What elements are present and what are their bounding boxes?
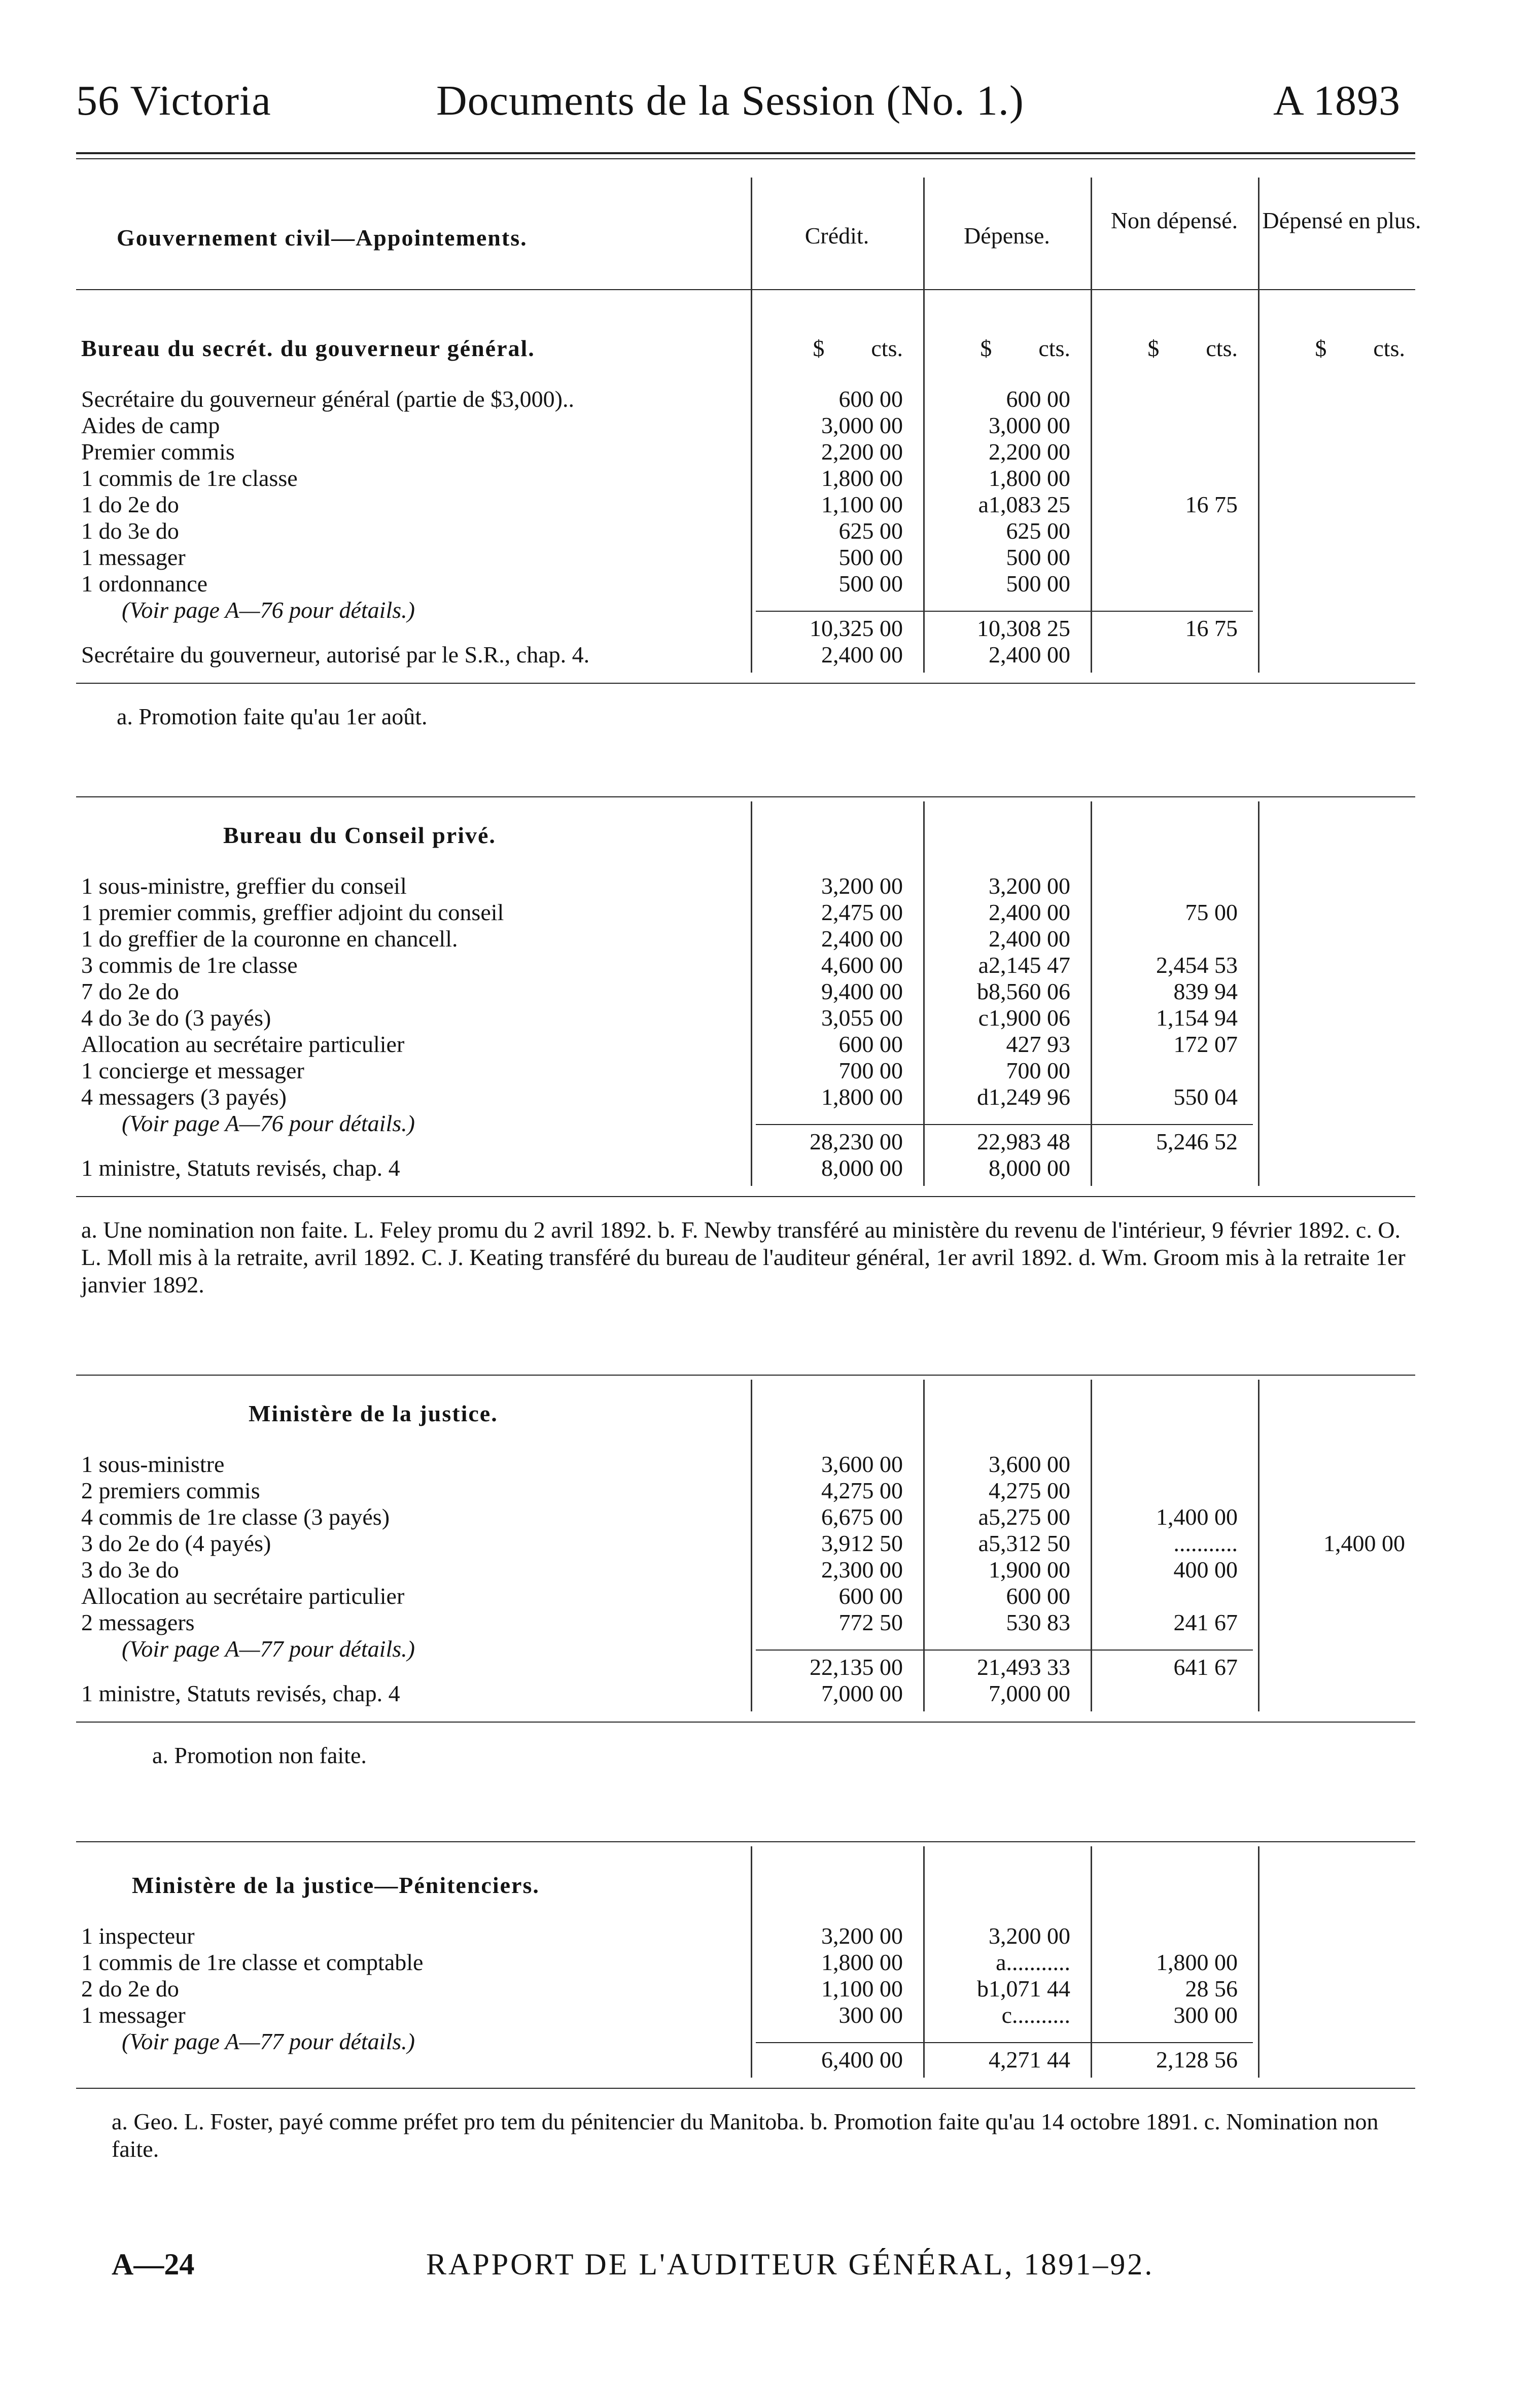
cell-depense: 530 83 — [1006, 1609, 1070, 1635]
units-non — [1091, 335, 1238, 362]
voir-note: (Voir page A—77 pour détails.) — [122, 1636, 415, 1662]
cell-depense: 3,600 00 — [989, 1451, 1070, 1477]
cell-credit: 600 00 — [838, 1031, 903, 1057]
row-label: 3 do 3e do — [81, 1557, 179, 1583]
row-label: 1 do 2e do — [81, 492, 179, 517]
header-rule — [76, 152, 1415, 154]
cell-depense: b8,560 06 — [977, 978, 1070, 1004]
total-credit: 10,325 00 — [810, 615, 903, 641]
extra-credit: 2,400 00 — [821, 642, 903, 668]
cell-non: 1,400 00 — [1156, 1504, 1238, 1530]
units-depense — [923, 335, 1070, 362]
cell-non: 28 56 — [1185, 1976, 1238, 2002]
row-label: 1 concierge et messager — [81, 1058, 304, 1083]
cell-credit: 4,275 00 — [821, 1478, 903, 1503]
column-separator — [1091, 1846, 1092, 2078]
column-separator — [923, 1380, 925, 1711]
cell-credit: 500 00 — [838, 571, 903, 597]
row-label: 1 ordonnance — [81, 571, 208, 597]
cell-depense: 600 00 — [1006, 386, 1070, 412]
column-separator — [1258, 1380, 1259, 1711]
cell-credit: 3,600 00 — [821, 1451, 903, 1477]
cell-depense: 3,000 00 — [989, 412, 1070, 438]
cell-depense: a1,083 25 — [978, 492, 1070, 517]
total-depense: 10,308 25 — [977, 615, 1070, 641]
cell-non: 172 07 — [1173, 1031, 1238, 1057]
cell-credit: 2,200 00 — [821, 439, 903, 465]
row-label: 4 do 3e do (3 payés) — [81, 1005, 271, 1031]
row-label: 1 sous-ministre, greffier du conseil — [81, 873, 407, 899]
row-label: Secrétaire du gouverneur général (partie de $3,000).. — [81, 386, 574, 412]
header-rule-thin — [76, 158, 1415, 159]
total-non: 2,128 56 — [1156, 2047, 1238, 2073]
extra-label: 1 ministre, Statuts revisés, chap. 4 — [81, 1155, 400, 1181]
cell-credit: 1,800 00 — [821, 465, 903, 491]
column-separator — [1091, 801, 1092, 1186]
cell-depense: 1,800 00 — [989, 465, 1070, 491]
row-label: 1 inspecteur — [81, 1923, 195, 1949]
dollar-sign: $ — [1315, 335, 1327, 361]
row-label: 3 do 2e do (4 payés) — [81, 1530, 271, 1556]
row-label: 1 do greffier de la couronne en chancell. — [81, 926, 458, 952]
column-separator — [1258, 801, 1259, 1186]
cell-depense: 2,400 00 — [989, 926, 1070, 952]
row-label: 1 messager — [81, 2002, 186, 2028]
cell-credit: 3,200 00 — [821, 1923, 903, 1949]
total-depense: 22,983 48 — [977, 1129, 1070, 1154]
row-label: 1 commis de 1re classe — [81, 465, 298, 491]
row-label: Allocation au secrétaire particulier — [81, 1583, 405, 1609]
cell-credit: 1,100 00 — [821, 1976, 903, 2002]
cell-non: ........... — [1173, 1530, 1238, 1556]
units-credit — [751, 335, 903, 362]
section-bottom-rule — [76, 683, 1415, 684]
section-note: a. Promotion faite qu'au 1er août. — [117, 704, 428, 729]
voir-note: (Voir page A—77 pour détails.) — [122, 2028, 415, 2054]
voir-note: (Voir page A—76 pour détails.) — [122, 597, 415, 623]
cell-credit: 4,600 00 — [821, 952, 903, 978]
header-left: 56 Victoria — [76, 77, 271, 124]
cell-credit: 700 00 — [838, 1058, 903, 1083]
cell-depense: 625 00 — [1006, 518, 1070, 544]
column-separator — [751, 801, 752, 1186]
column-separator — [751, 178, 752, 673]
extra-label: Secrétaire du gouverneur, autorisé par le S.R., chap. 4. — [81, 642, 590, 668]
cell-depense: 500 00 — [1006, 571, 1070, 597]
cell-depense: 500 00 — [1006, 544, 1070, 570]
header-right: A 1893 — [1273, 77, 1401, 124]
cell-non: 16 75 — [1185, 492, 1238, 517]
cell-credit: 3,055 00 — [821, 1005, 903, 1031]
footer-page: A—24 — [112, 2248, 195, 2281]
cell-depense: 700 00 — [1006, 1058, 1070, 1083]
column-separator — [923, 801, 925, 1186]
cell-credit: 6,675 00 — [821, 1504, 903, 1530]
section-title: Bureau du Conseil privé. — [223, 822, 496, 848]
cell-depense: 3,200 00 — [989, 1923, 1070, 1949]
cell-depense: a2,145 47 — [978, 952, 1070, 978]
total-non: 641 67 — [1173, 1654, 1238, 1680]
cell-credit: 2,400 00 — [821, 926, 903, 952]
column-separator — [1258, 178, 1259, 673]
cell-credit: 500 00 — [838, 544, 903, 570]
table-title: Gouvernement civil—Appointements. — [117, 225, 528, 251]
row-label: 1 messager — [81, 544, 186, 570]
cell-credit: 3,200 00 — [821, 873, 903, 899]
cell-credit: 1,800 00 — [821, 1084, 903, 1110]
header-center: Documents de la Session (No. 1.) — [436, 77, 1024, 124]
cell-non: 2,454 53 — [1156, 952, 1238, 978]
extra-depense: 7,000 00 — [989, 1680, 1070, 1706]
column-separator — [1091, 1380, 1092, 1711]
total-depense: 4,271 44 — [989, 2047, 1070, 2073]
cell-depense: c.......... — [1001, 2002, 1070, 2028]
cell-non: 839 94 — [1173, 978, 1238, 1004]
cell-non: 1,800 00 — [1156, 1949, 1238, 1975]
column-separator — [923, 178, 925, 673]
cents-label: cts. — [871, 335, 903, 361]
cell-credit: 600 00 — [838, 386, 903, 412]
section-title: Bureau du secrét. du gouverneur général. — [81, 335, 535, 361]
section-bottom-rule — [76, 1722, 1415, 1723]
cell-credit: 9,400 00 — [821, 978, 903, 1004]
cell-non: 400 00 — [1173, 1557, 1238, 1583]
column-separator — [923, 1846, 925, 2078]
cell-credit: 300 00 — [838, 2002, 903, 2028]
section-title: Ministère de la justice—Pénitenciers. — [132, 1872, 540, 1898]
extra-depense: 8,000 00 — [989, 1155, 1070, 1181]
cell-depense: b1,071 44 — [977, 1976, 1070, 2002]
row-label: Aides de camp — [81, 412, 220, 438]
cell-depense: d1,249 96 — [977, 1084, 1070, 1110]
col-non-depense: Non dépensé. — [1110, 207, 1238, 233]
col-depense: Dépense. — [964, 223, 1050, 249]
total-rule — [756, 1650, 1253, 1651]
row-label: 1 premier commis, greffier adjoint du conseil — [81, 899, 504, 925]
total-rule — [756, 611, 1253, 612]
row-label: 2 do 2e do — [81, 1976, 179, 2002]
dollar-sign: $ — [813, 335, 825, 361]
row-label: 1 commis de 1re classe et comptable — [81, 1949, 424, 1975]
section-rule — [76, 1375, 1415, 1376]
total-depense: 21,493 33 — [977, 1654, 1070, 1680]
cell-plus: 1,400 00 — [1323, 1530, 1405, 1556]
total-credit: 6,400 00 — [821, 2047, 903, 2073]
section-note: a. Une nomination non faite. L. Feley promu du 2 avril 1892. b. F. Newby transféré au ministère du revenu de l'intérieur, 9 février 1892. c. O. L. Moll mis à la retraite, avril 1892. C. J. Keating transféré du bureau de l'auditeur général, 1er avril 1892. d. Wm. Groom mis à la retraite 1er janvier 1892. — [81, 1217, 1406, 1297]
cell-credit: 1,800 00 — [821, 1949, 903, 1975]
dollar-sign: $ — [1147, 335, 1160, 361]
row-label: 1 sous-ministre — [81, 1451, 225, 1477]
dollar-sign: $ — [980, 335, 992, 361]
cell-non: 550 04 — [1173, 1084, 1238, 1110]
total-credit: 22,135 00 — [810, 1654, 903, 1680]
cell-depense: 1,900 00 — [989, 1557, 1070, 1583]
cell-credit: 3,912 50 — [821, 1530, 903, 1556]
total-non: 16 75 — [1185, 615, 1238, 641]
extra-depense: 2,400 00 — [989, 642, 1070, 668]
row-label: Allocation au secrétaire particulier — [81, 1031, 405, 1057]
column-separator — [1258, 1846, 1259, 2078]
cell-credit: 1,100 00 — [821, 492, 903, 517]
cell-depense: 3,200 00 — [989, 873, 1070, 899]
cell-depense: a........... — [996, 1949, 1070, 1975]
cell-credit: 772 50 — [838, 1609, 903, 1635]
cell-credit: 2,300 00 — [821, 1557, 903, 1583]
cell-credit: 600 00 — [838, 1583, 903, 1609]
extra-credit: 8,000 00 — [821, 1155, 903, 1181]
section-title: Ministère de la justice. — [249, 1400, 498, 1426]
row-label: 1 do 3e do — [81, 518, 179, 544]
cell-credit: 3,000 00 — [821, 412, 903, 438]
row-label: 2 messagers — [81, 1609, 195, 1635]
column-separator — [751, 1380, 752, 1711]
row-label: 7 do 2e do — [81, 978, 179, 1004]
voir-note: (Voir page A—76 pour détails.) — [122, 1110, 415, 1136]
extra-credit: 7,000 00 — [821, 1680, 903, 1706]
cents-label: cts. — [1038, 335, 1070, 361]
row-label: 4 messagers (3 payés) — [81, 1084, 287, 1110]
section-bottom-rule — [76, 2088, 1415, 2089]
column-separator — [1091, 178, 1092, 673]
total-rule — [756, 2042, 1253, 2043]
cell-depense: 2,400 00 — [989, 899, 1070, 925]
section-note: a. Promotion non faite. — [152, 1742, 367, 1768]
row-label: Premier commis — [81, 439, 235, 465]
row-label: 4 commis de 1re classe (3 payés) — [81, 1504, 390, 1530]
col-depense-plus: Dépensé en plus. — [1262, 207, 1421, 233]
cell-depense: 2,200 00 — [989, 439, 1070, 465]
cell-depense: 4,275 00 — [989, 1478, 1070, 1503]
extra-label: 1 ministre, Statuts revisés, chap. 4 — [81, 1680, 400, 1706]
cell-depense: a5,312 50 — [978, 1530, 1070, 1556]
section-note: a. Geo. L. Foster, payé comme préfet pro tem du pénitencier du Manitoba. b. Promotion faite qu'au 14 octobre 1891. c. Nomination non faite. — [112, 2109, 1379, 2162]
row-label: 2 premiers commis — [81, 1478, 260, 1503]
total-non: 5,246 52 — [1156, 1129, 1238, 1154]
cell-depense: c1,900 06 — [978, 1005, 1070, 1031]
total-credit: 28,230 00 — [810, 1129, 903, 1154]
units-plus — [1258, 335, 1405, 362]
col-credit: Crédit. — [804, 223, 869, 249]
cell-depense: a5,275 00 — [978, 1504, 1070, 1530]
row-label: 3 commis de 1re classe — [81, 952, 298, 978]
cell-non: 300 00 — [1173, 2002, 1238, 2028]
column-separator — [751, 1846, 752, 2078]
cell-depense: 600 00 — [1006, 1583, 1070, 1609]
cents-label: cts. — [1373, 335, 1405, 361]
section-rule — [76, 1841, 1415, 1842]
cents-label: cts. — [1206, 335, 1238, 361]
section-rule — [76, 796, 1415, 797]
cell-non: 1,154 94 — [1156, 1005, 1238, 1031]
footer-report: RAPPORT DE L'AUDITEUR GÉNÉRAL, 1891–92. — [426, 2248, 1154, 2281]
cell-non: 75 00 — [1185, 899, 1238, 925]
cell-credit: 2,475 00 — [821, 899, 903, 925]
section-bottom-rule — [76, 1196, 1415, 1197]
cell-credit: 625 00 — [838, 518, 903, 544]
table-header-rule — [76, 289, 1415, 290]
cell-non: 241 67 — [1173, 1609, 1238, 1635]
cell-depense: 427 93 — [1006, 1031, 1070, 1057]
total-rule — [756, 1124, 1253, 1125]
